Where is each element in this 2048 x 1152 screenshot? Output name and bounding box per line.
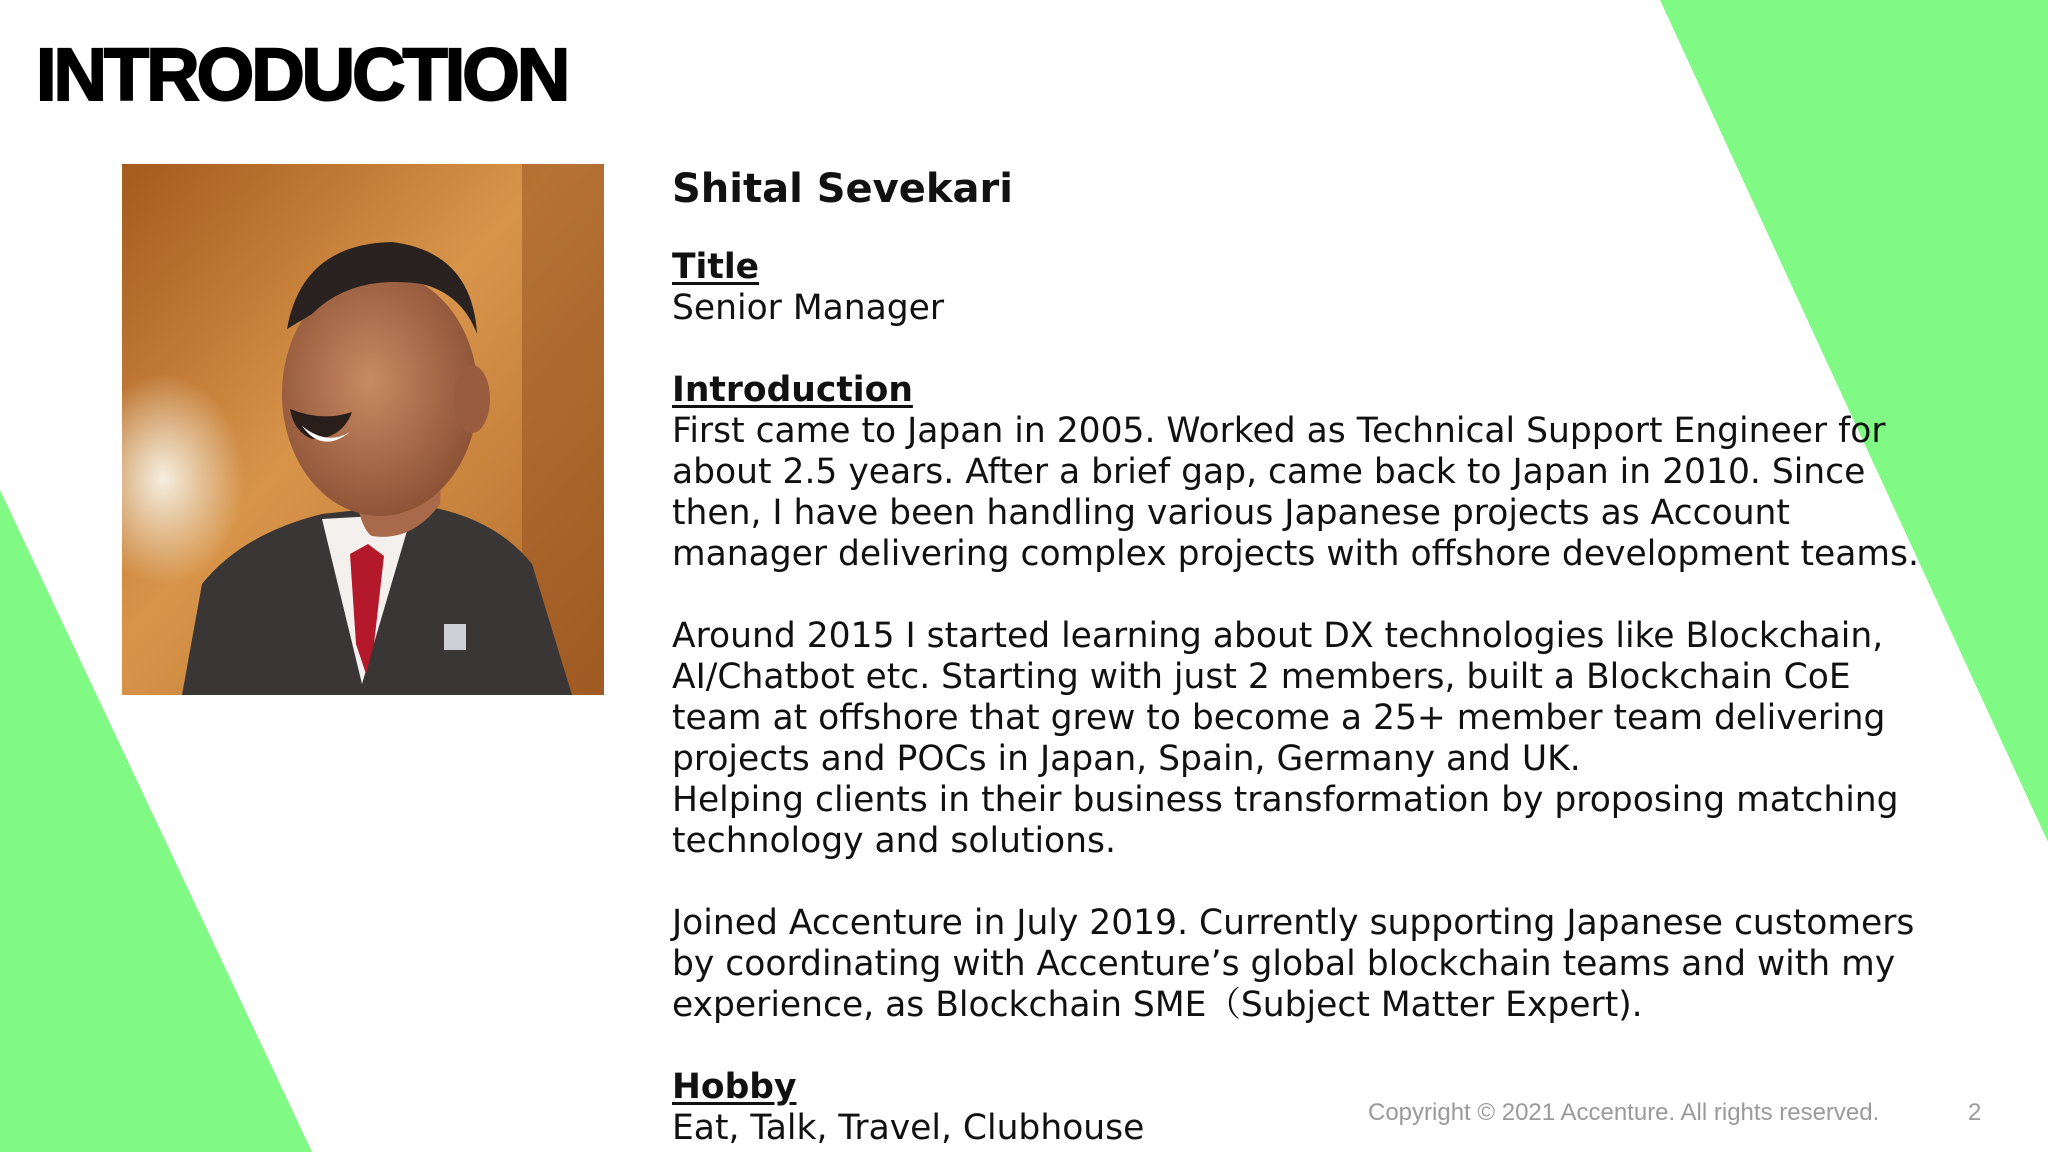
introduction-heading: Introduction xyxy=(672,370,913,410)
page-number: 2 xyxy=(1968,1099,1982,1126)
page-title: INTRODUCTION xyxy=(36,33,568,116)
spacer xyxy=(672,1026,1922,1067)
portrait-photo-icon xyxy=(122,164,604,695)
hobby-heading: Hobby xyxy=(672,1067,797,1107)
profile-content xyxy=(672,164,1922,1149)
intro-paragraph-3: Helping clients in their business transformation by proposing matching technology and solutions. xyxy=(672,780,1899,861)
title-heading: Title xyxy=(672,247,760,287)
spacer xyxy=(672,575,1922,616)
spacer xyxy=(672,862,1922,903)
copyright-notice: Copyright © 2021 Accenture. All rights reserved. xyxy=(1368,1099,1880,1126)
intro-paragraph-4: Joined Accenture in July 2019. Currently supporting Japanese customers by coordinating with Accenture’s global blockchain teams and with my experience, as Blockchain SME（Subject Matter Expert). xyxy=(672,903,1915,1025)
hobby-value: Eat, Talk, Travel, Clubhouse xyxy=(672,1108,1145,1148)
intro-paragraph-2: Around 2015 I started learning about DX technologies like Blockchain, AI/Chatbot etc. Starting with just 2 members, built a Blockchain CoE team at offshore that grew to become a 25+ member team delivering projects and POCs in Japan, Spain, Germany and UK. xyxy=(672,616,1886,779)
intro-paragraph-1: First came to Japan in 2005. Worked as Technical Support Engineer for about 2.5 years. After a brief gap, came back to Japan in 2010. Since then, I have been handling various Japanese projects as Account manager delivering complex projects with offshore development teams. xyxy=(672,411,1919,574)
title-value: Senior Manager xyxy=(672,288,945,328)
portrait-photo xyxy=(122,164,604,695)
profile-name: Shital Sevekari xyxy=(672,166,1013,212)
spacer xyxy=(672,329,1922,370)
